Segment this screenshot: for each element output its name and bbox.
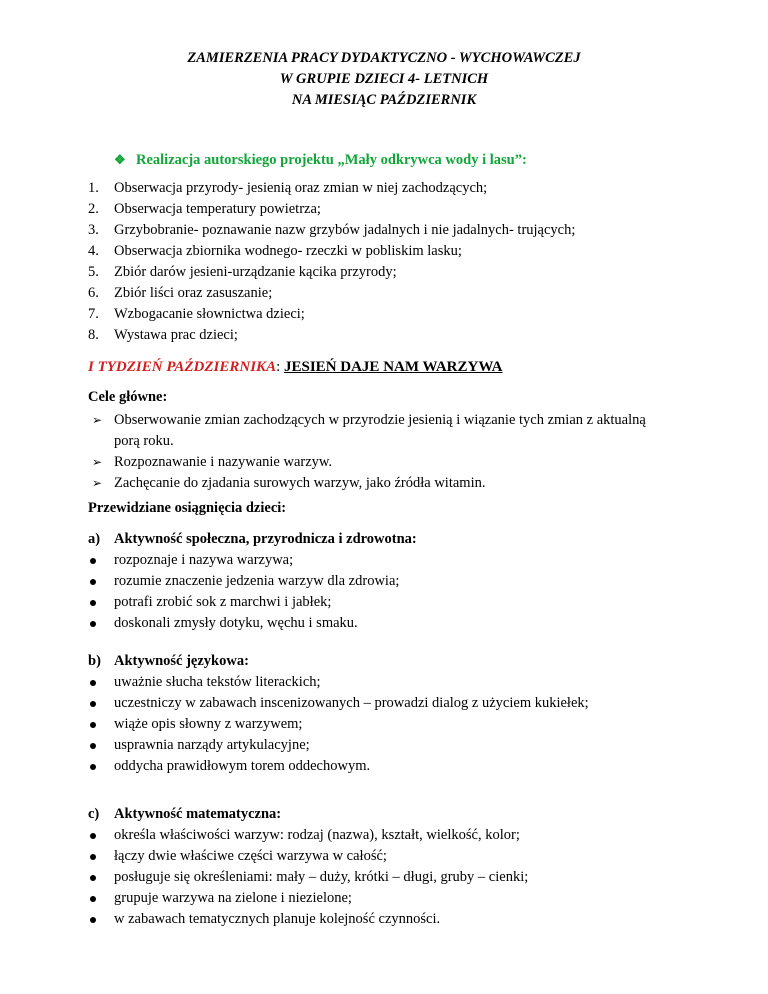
list-item-text: potrafi zrobić sok z marchwi i jabłek; <box>114 594 332 610</box>
list-number: 5. <box>88 264 99 280</box>
list-item-text: określa właściwości warzyw: rodzaj (nazwa), kształt, wielkość, kolor; <box>114 827 520 843</box>
list-item <box>88 867 714 888</box>
list-item <box>88 262 575 283</box>
list-item-text: doskonali zmysły dotyku, węchu i smaku. <box>114 615 358 631</box>
list-item-text: Obserwacja zbiornika wodnego- rzeczki w pobliskim lasku; <box>114 243 462 259</box>
dot-bullet-icon <box>90 875 96 881</box>
dot-bullet-icon <box>90 579 96 585</box>
list-item <box>88 283 575 304</box>
diamond-bullet-icon: ❖ <box>114 152 126 167</box>
goals-heading: Cele główne: <box>88 389 168 405</box>
goals-list <box>92 410 672 494</box>
list-item <box>88 756 714 777</box>
list-number: 3. <box>88 222 99 238</box>
list-item <box>92 452 672 473</box>
achievements-heading: Przewidziane osiągnięcia dzieci: <box>88 500 287 516</box>
section-c <box>88 804 714 930</box>
list-item-text: rozpoznaje i nazywa warzywa; <box>114 552 294 568</box>
list-item-text: uważnie słucha tekstów literackich; <box>114 674 321 690</box>
section-letter: c) <box>88 806 100 822</box>
list-item-text: Obserwacja przyrody- jesienią oraz zmian w niej zachodzących; <box>114 180 488 196</box>
section-b <box>88 651 714 777</box>
week-label: I TYDZIEŃ PAŹDZIERNIKA <box>88 359 277 375</box>
list-item-text: grupuje warzywa na zielone i niezielone; <box>114 890 352 906</box>
list-item <box>88 592 714 613</box>
dot-bullet-icon <box>90 854 96 860</box>
list-number: 2. <box>88 201 99 217</box>
dot-bullet-icon <box>90 722 96 728</box>
section-letter: b) <box>88 653 101 669</box>
title-line-1: ZAMIERZENIA PRACY DYDAKTYCZNO - WYCHOWAWCZEJ <box>187 50 581 66</box>
list-item-text: Wystawa prac dzieci; <box>114 327 238 343</box>
list-item-text: Zachęcanie do zjadania surowych warzyw, jako źródła witamin. <box>114 475 486 491</box>
list-item <box>88 178 575 199</box>
list-item <box>88 571 714 592</box>
week-heading <box>88 359 503 376</box>
list-item <box>88 735 714 756</box>
dot-bullet-icon <box>90 743 96 749</box>
list-item-text: Zbiór darów jesieni-urządzanie kącika przyrody; <box>114 264 397 280</box>
section-list <box>88 672 714 777</box>
section-heading <box>88 651 714 672</box>
dot-bullet-icon <box>90 558 96 564</box>
dot-bullet-icon <box>90 833 96 839</box>
list-item-text: Grzybobranie- poznawanie nazw grzybów jadalnych i nie jadalnych- trujących; <box>114 222 576 238</box>
list-item <box>88 825 714 846</box>
list-item <box>92 410 672 452</box>
arrow-bullet-icon: ➢ <box>92 413 103 427</box>
section-a <box>88 529 714 634</box>
list-item <box>88 550 714 571</box>
list-item-text: w zabawach tematycznych planuje kolejność czynności. <box>114 911 441 927</box>
list-item <box>88 693 714 714</box>
list-item <box>88 846 714 867</box>
list-item <box>88 199 575 220</box>
list-item <box>92 473 672 494</box>
dot-bullet-icon <box>90 896 96 902</box>
list-item-text: posługuje się określeniami: mały – duży, krótki – długi, gruby – cienki; <box>114 869 529 885</box>
section-heading-text: Aktywność matematyczna: <box>114 806 282 822</box>
title-line-3: NA MIESIĄC PAŹDZIERNIK <box>291 92 477 108</box>
project-list <box>88 178 575 346</box>
project-heading-text: Realizacja autorskiego projektu „Mały odkrywca wody i lasu”: <box>136 152 527 168</box>
dot-bullet-icon <box>90 701 96 707</box>
list-item <box>88 909 714 930</box>
list-number: 6. <box>88 285 99 301</box>
list-item <box>88 714 714 735</box>
dot-bullet-icon <box>90 917 96 923</box>
section-heading <box>88 804 714 825</box>
week-topic: JESIEŃ DAJE NAM WARZYWA <box>284 359 503 375</box>
project-heading <box>114 152 527 169</box>
list-item <box>88 304 575 325</box>
list-item-text: uczestniczy w zabawach inscenizowanych – prowadzi dialog z użyciem kukiełek; <box>114 695 589 711</box>
section-letter: a) <box>88 531 101 547</box>
list-item-text: Zbiór liści oraz zasuszanie; <box>114 285 273 301</box>
dot-bullet-icon <box>90 621 96 627</box>
list-item <box>88 672 714 693</box>
list-item-text: oddycha prawidłowym torem oddechowym. <box>114 758 371 774</box>
list-item-text: łączy dwie właściwe części warzywa w całość; <box>114 848 387 864</box>
section-heading-text: Aktywność społeczna, przyrodnicza i zdrowotna: <box>114 531 417 547</box>
list-item-text: Rozpoznawanie i nazywanie warzyw. <box>114 454 333 470</box>
dot-bullet-icon <box>90 764 96 770</box>
section-list <box>88 550 714 634</box>
dot-bullet-icon <box>90 600 96 606</box>
section-heading-text: Aktywność językowa: <box>114 653 249 669</box>
list-number: 8. <box>88 327 99 343</box>
section-heading <box>88 529 714 550</box>
list-item-text: Obserwacja temperatury powietrza; <box>114 201 321 217</box>
list-item <box>88 241 575 262</box>
list-item <box>88 613 714 634</box>
dot-bullet-icon <box>90 680 96 686</box>
list-number: 7. <box>88 306 99 322</box>
list-number: 1. <box>88 180 99 196</box>
list-item-text: rozumie znaczenie jedzenia warzyw dla zdrowia; <box>114 573 400 589</box>
list-item-text: Obserwowanie zmian zachodzących w przyrodzie jesienią i wiązanie tych zmian z aktualną porą roku. <box>114 412 646 449</box>
title-line-2: W GRUPIE DZIECI 4- LETNICH <box>279 71 489 87</box>
list-item <box>88 220 575 241</box>
week-colon: : <box>276 359 281 375</box>
list-item-text: usprawnia narządy artykulacyjne; <box>114 737 310 753</box>
arrow-bullet-icon: ➢ <box>92 476 103 490</box>
list-item-text: wiąże opis słowny z warzywem; <box>114 716 303 732</box>
list-item-text: Wzbogacanie słownictwa dzieci; <box>114 306 305 322</box>
arrow-bullet-icon: ➢ <box>92 455 103 469</box>
list-item <box>88 325 575 346</box>
section-list <box>88 825 714 930</box>
list-item <box>88 888 714 909</box>
list-number: 4. <box>88 243 99 259</box>
